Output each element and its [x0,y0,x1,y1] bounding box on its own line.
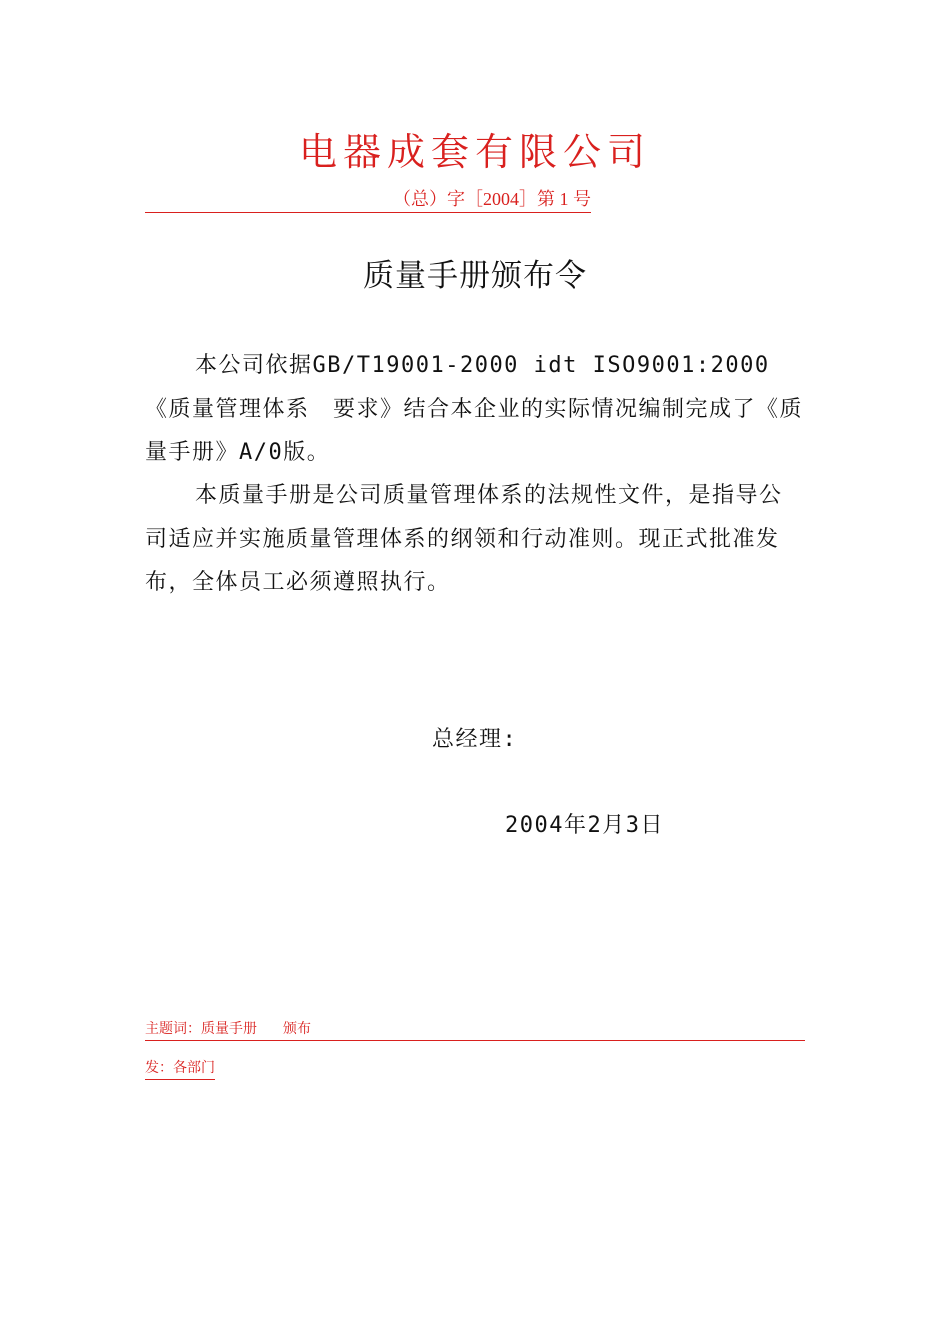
body-paragraph-1: 本公司依据GB/T19001-2000 idt ISO9001:2000《质量管理体系 要求》结合本企业的实际情况编制完成了《质量手册》A/0版。 [145,353,804,465]
body-paragraph-2: 本质量手册是公司质量管理体系的法规性文件，是指导公司适应并实施质量管理体系的纲领和行动准则。现正式批准发布，全体员工必须遵照执行。 [145,483,783,595]
signer-label: 总经理: [432,727,518,752]
distribution: 发：各部门 [145,1059,215,1080]
document-title: 质量手册颁布令 [363,258,587,294]
topic-word: 颁布 [283,1022,311,1037]
issue-date: 2004年2月3日 [505,813,664,838]
topic-label: 主题词：质量手册 [145,1022,257,1037]
document-number: （总）字［2004］第 1 号 [145,186,591,213]
company-name: 电器成套有限公司 [298,130,651,174]
topic-words [145,1020,805,1041]
